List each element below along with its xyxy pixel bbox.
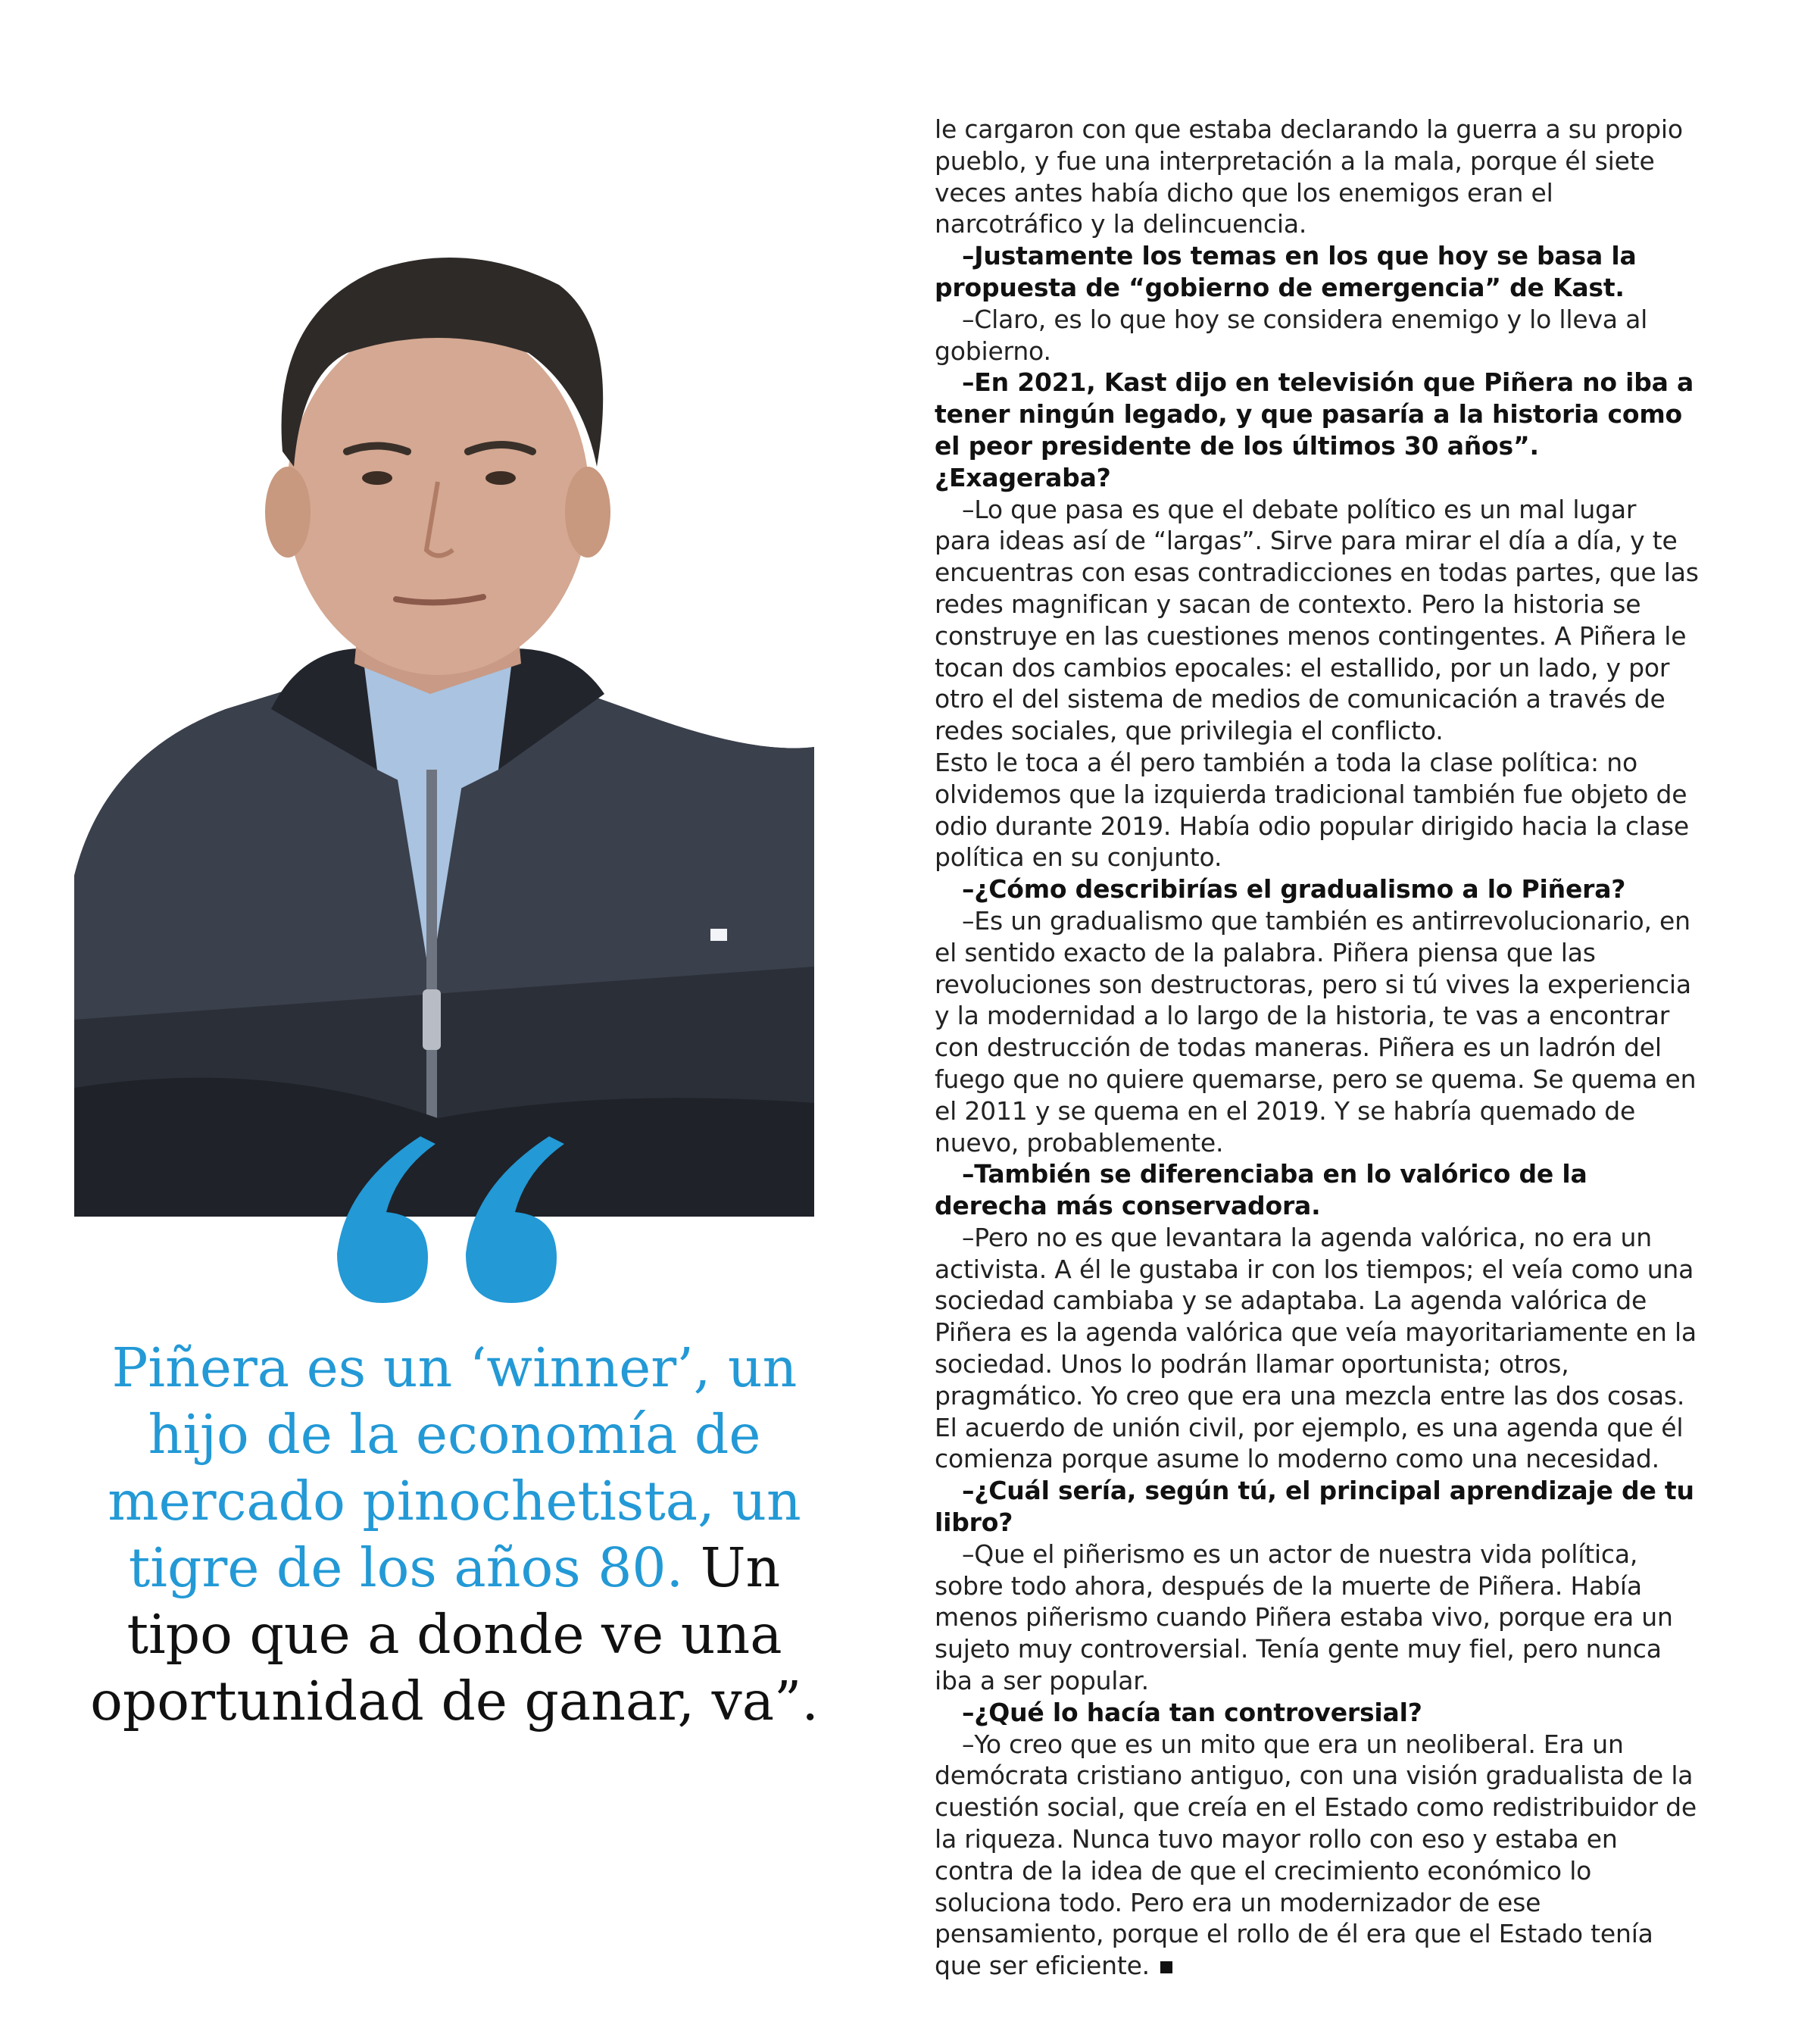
article-body [935,114,1700,1982]
answer: –Es un gradualismo que también es antirrevolucionario, en el sentido exacto de la palabra. Piñera piensa que las revoluciones son destructoras, pero si tú vives la experiencia y la modernidad a lo largo de la historia, te vas a encontrar con destrucción de todas maneras. Piñera es un ladrón del fuego que no quiere quemarse, pero se quema. Se quema en el 2011 y se quema en el 2019. Y se habría quemado de nuevo, probablemente. [935,905,1697,1158]
question: –¿Cómo describirías el gradualismo a lo Piñera? [962,874,1626,905]
question: –También se diferenciaba en lo valórico de la derecha más conservadora. [935,1159,1587,1221]
answer: –Pero no es que levantara la agenda valórica, no era un activista. A él le gustaba ir con los tiempos; el veía como una sociedad cambiaba y se adaptaba. La agenda valórica de Piñera es la agenda valórica que veía mayoritariamente en la sociedad. Unos lo podrán llamar oportunista; otros, pragmático. Yo creo que era una mezcla entre las dos cosas. El acuerdo de unión civil, por ejemplo, es una agenda que él comienza porque asume lo moderno como una necesidad. [935,1222,1697,1474]
question: –¿Qué lo hacía tan controversial? [962,1697,1422,1727]
pull-quote-rest: Un tipo que a donde ve una oportunidad de ganar, va”. [90,1536,819,1732]
answer: –Claro, es lo que hoy se considera enemigo y lo lleva al gobierno. [935,304,1648,366]
paragraph: le cargaron con que estaba declarando la guerra a su propio pueblo, y fue una interpretación a la mala, porque él siete veces antes había dicho que los enemigos eran el narcotráfico y la delincuencia. [935,114,1683,239]
question: –En 2021, Kast dijo en televisión que Piñera no iba a tener ningún legado, y que pasaría a la historia como el peor presidente de los últimos 30 años”. ¿Exageraba? [935,367,1694,492]
quote-mark-icon [329,1133,568,1307]
answer-text: –Yo creo que es un mito que era un neoliberal. Era un demócrata cristiano antiguo, con una visión gradualista de la cuestión social, que creía en el Estado como redistribuidor de la riqueza. Nunca tuvo mayor rollo con eso y estaba en contra de la idea de que el crecimiento económico lo soluciona todo. Pero era un modernizador de ese pensamiento, porque el rollo de él era que el Estado tenía que ser eficiente. [935,1729,1697,1981]
pull-quote [76,1335,833,1735]
pull-quote-highlight: Piñera es un ‘winner’, un hijo de la economía de mercado pinochetista, un tigre de los años 80. [108,1336,801,1599]
end-mark-icon [1160,1961,1172,1973]
question: –Justamente los temas en los que hoy se basa la propuesta de “gobierno de emergencia” de Kast. [935,241,1637,302]
question: –¿Cuál sería, según tú, el principal aprendizaje de tu libro? [935,1476,1694,1538]
paragraph: Esto le toca a él pero también a toda la clase política: no olvidemos que la izquierda tradicional también fue objeto de odio durante 2019. Había odio popular dirigido hacia la clase política en su conjunto. [935,747,1690,873]
answer: –Lo que pasa es que el debate político es un mal lugar para ideas así de “largas”. Sirve para mirar el día a día, y te encuentras con esas contradicciones en todas partes, que las redes magnifican y sacan de contexto. Pero la historia se construye en las cuestiones menos contingentes. A Piñera le tocan dos cambios epocales: el estallido, por un lado, y por otro el del sistema de medios de comunicación a través de redes sociales, que privilegia el conflicto. [935,494,1699,746]
answer: –Que el piñerismo es un actor de nuestra vida política, sobre todo ahora, después de la muerte de Piñera. Había menos piñerismo cuando Piñera estaba vivo, porque era un sujeto muy controversial. Tenía gente muy fiel, pero nunca iba a ser popular. [935,1539,1673,1696]
portrait-photo [74,224,814,1217]
answer-last [935,1729,1700,1982]
